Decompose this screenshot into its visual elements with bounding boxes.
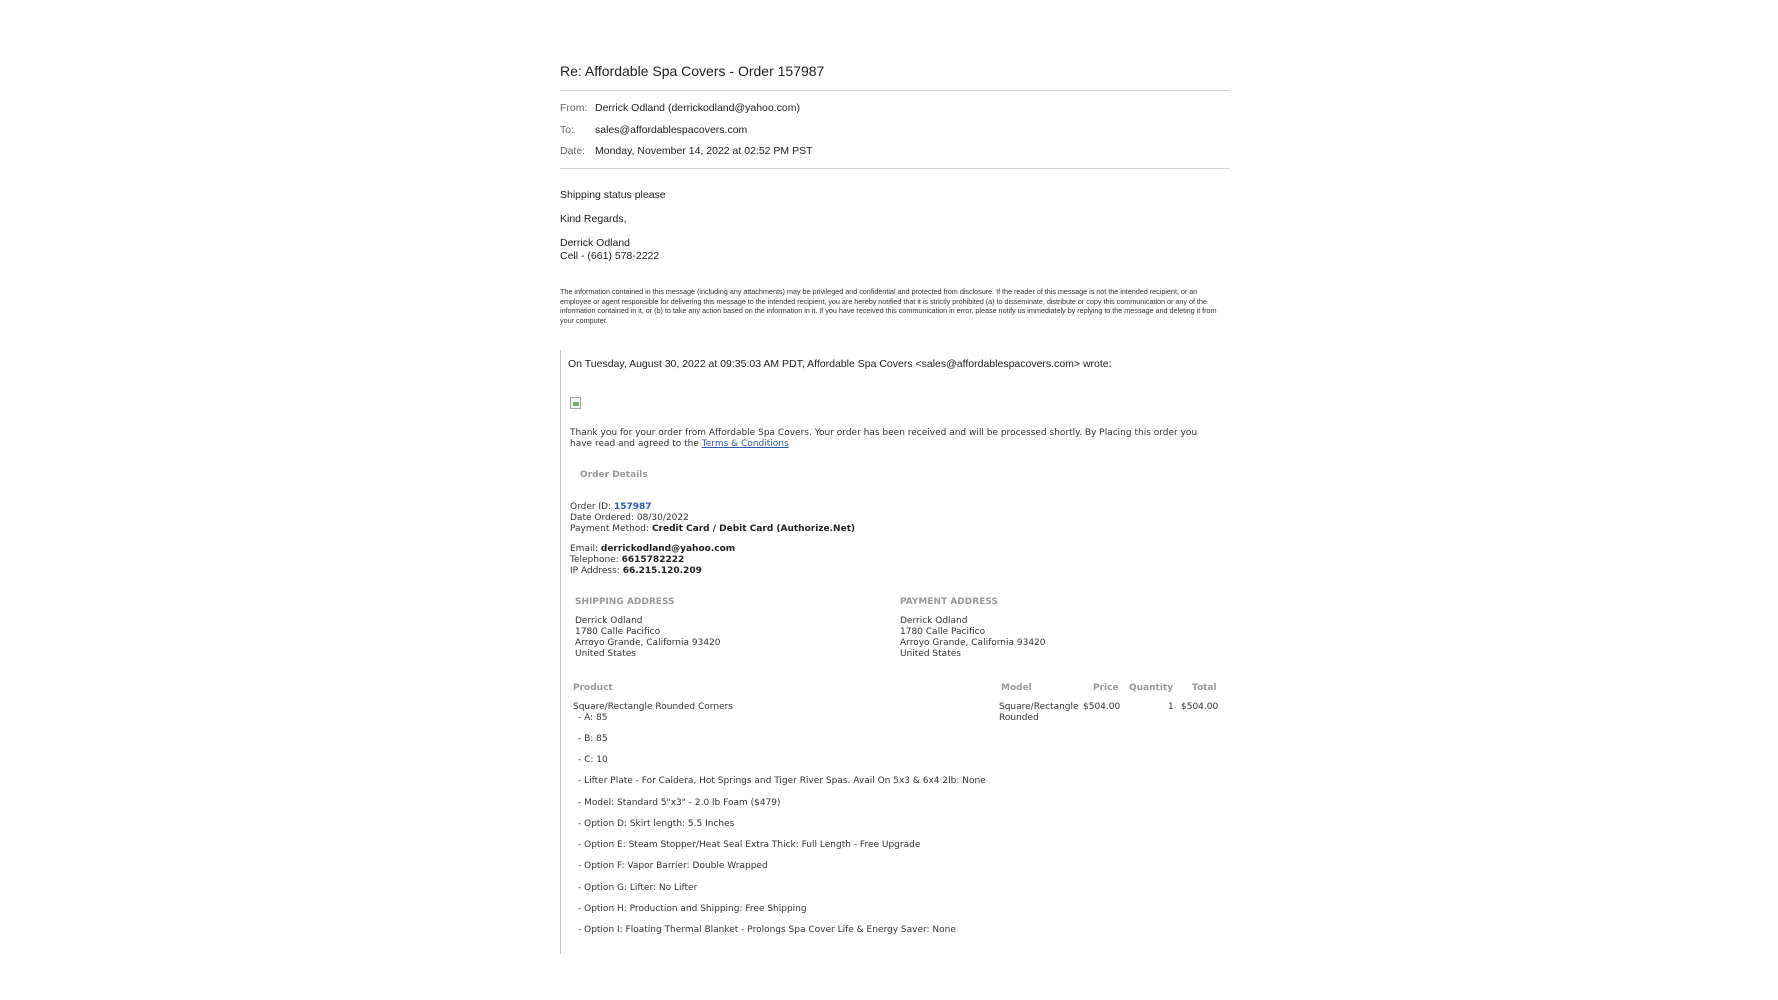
telephone-label: Telephone: xyxy=(570,555,619,565)
ip-address-label: IP Address: xyxy=(570,566,620,576)
col-header-price: Price xyxy=(1093,683,1119,693)
product-model-line-1: Square/Rectangle xyxy=(999,702,1079,712)
payment-method-row xyxy=(570,524,855,535)
payment-country: United States xyxy=(900,649,961,659)
telephone-row xyxy=(570,555,735,566)
option-item: - Option G: Lifter: No Lifter xyxy=(578,883,698,893)
shipping-address-title: SHIPPING ADDRESS xyxy=(575,597,675,607)
thank-you-message xyxy=(570,428,1220,450)
order-id-row xyxy=(570,502,855,513)
option-item: - Lifter Plate - For Caldera, Hot Springs and Tiger River Spas. Avail On 5x3 & 6x4 2lb: None xyxy=(578,776,986,786)
date-label: Date: xyxy=(560,145,586,157)
option-item: - Option H: Production and Shipping: Free Shipping xyxy=(578,904,807,914)
order-id-label: Order ID: xyxy=(570,502,612,512)
payment-city: Arroyo Grande, California 93420 xyxy=(900,638,1046,648)
body-line-2: Kind Regards, xyxy=(560,213,627,225)
shipping-country: United States xyxy=(575,649,636,659)
product-total: $504.00 xyxy=(1181,702,1219,712)
telephone-value: 6615782222 xyxy=(621,555,685,565)
option-item: - B: 85 xyxy=(578,734,608,744)
quote-intro: On Tuesday, August 30, 2022 at 09:35:03 AM PDT, Affordable Spa Covers <sales@affordablespacovers.com> wrote: xyxy=(568,358,1112,370)
email-value: derrickodland@yahoo.com xyxy=(600,544,736,554)
payment-name: Derrick Odland xyxy=(900,616,968,626)
to-label: To: xyxy=(560,124,575,136)
signature-cell: Cell - (661) 578-2222 xyxy=(560,250,660,262)
payment-method-label: Payment Method: xyxy=(570,524,650,534)
ip-address-row xyxy=(570,566,735,577)
body-divider xyxy=(560,168,1230,169)
product-quantity: 1 xyxy=(1168,702,1174,712)
option-item: - A: 85 xyxy=(578,713,608,723)
shipping-name: Derrick Odland xyxy=(575,616,643,626)
signature-name: Derrick Odland xyxy=(560,237,631,249)
payment-address xyxy=(900,616,1046,660)
terms-link[interactable]: Terms & Conditions xyxy=(701,439,789,449)
date-ordered-row xyxy=(570,513,855,524)
payment-address-title: PAYMENT ADDRESS xyxy=(900,597,998,607)
shipping-city: Arroyo Grande, California 93420 xyxy=(575,638,721,648)
from-label: From: xyxy=(560,102,588,114)
col-header-quantity: Quantity xyxy=(1129,683,1174,693)
option-item: - Option D: Skirt length: 5.5 Inches xyxy=(578,819,735,829)
product-price: $504.00 xyxy=(1083,702,1121,712)
broken-image-icon xyxy=(570,397,581,409)
thanks-line-2: have read and agreed to the xyxy=(570,439,699,449)
payment-street: 1780 Calle Pacifico xyxy=(900,627,986,637)
email-label: Email: xyxy=(570,544,599,554)
option-item: - Option E: Steam Stopper/Heat Seal Extra Thick: Full Length - Free Upgrade xyxy=(578,840,921,850)
date-value: Monday, November 14, 2022 at 02:52 PM PST xyxy=(595,145,813,157)
thanks-line-1: Thank you for your order from Affordable Spa Covers. Your order has been received and will be processed shortly. By Placing this order you xyxy=(570,428,1198,438)
date-ordered-label: Date Ordered: xyxy=(570,513,635,523)
quote-bar xyxy=(560,350,561,954)
col-header-product: Product xyxy=(573,683,613,693)
email-subject: Re: Affordable Spa Covers - Order 157987 xyxy=(560,63,825,79)
shipping-street: 1780 Calle Pacifico xyxy=(575,627,661,637)
col-header-total: Total xyxy=(1192,683,1217,693)
order-info xyxy=(570,502,855,535)
option-item: - C: 10 xyxy=(578,755,608,765)
order-id-value[interactable]: 157987 xyxy=(613,502,652,512)
contact-info xyxy=(570,544,735,577)
from-value[interactable]: Derrick Odland (derrickodland@yahoo.com) xyxy=(595,102,800,114)
header-divider xyxy=(560,90,1230,91)
option-item: - Model: Standard 5"x3" - 2.0 lb Foam ($479) xyxy=(578,798,781,808)
option-item: - Option F: Vapor Barrier: Double Wrapped xyxy=(578,861,768,871)
product-model-line-2: Rounded xyxy=(999,713,1039,723)
shipping-address xyxy=(575,616,721,660)
to-value[interactable]: sales@affordablespacovers.com xyxy=(595,124,748,136)
body-line-1: Shipping status please xyxy=(560,189,666,201)
order-details-title: Order Details xyxy=(580,470,648,480)
payment-method-value: Credit Card / Debit Card (Authorize.Net) xyxy=(651,524,856,534)
ip-address-value: 66.215.120.209 xyxy=(622,566,702,576)
option-item: - Option I: Floating Thermal Blanket - Prolongs Spa Cover Life & Energy Saver: None xyxy=(578,925,956,935)
col-header-model: Model xyxy=(1001,683,1032,693)
product-model xyxy=(999,702,1079,724)
product-name: Square/Rectangle Rounded Corners xyxy=(573,702,733,712)
date-ordered-value: 08/30/2022 xyxy=(636,513,689,523)
confidentiality-disclaimer: The information contained in this message (including any attachments) may be privileged and confidential and protected from disclosure. If the reader of this message is not the intended recipient, or an employee or agent responsible for delivering this message to the intended recipient, you are hereby notified that it is strictly prohibited (a) to disseminate, distribute or copy this communication or any of the information contained in it, or (b) to take any action based on the information in it. If you have received this communication in error, please notify us immediately by replying to the message and deleting it from your computer. xyxy=(560,287,1217,325)
email-row xyxy=(570,544,735,555)
